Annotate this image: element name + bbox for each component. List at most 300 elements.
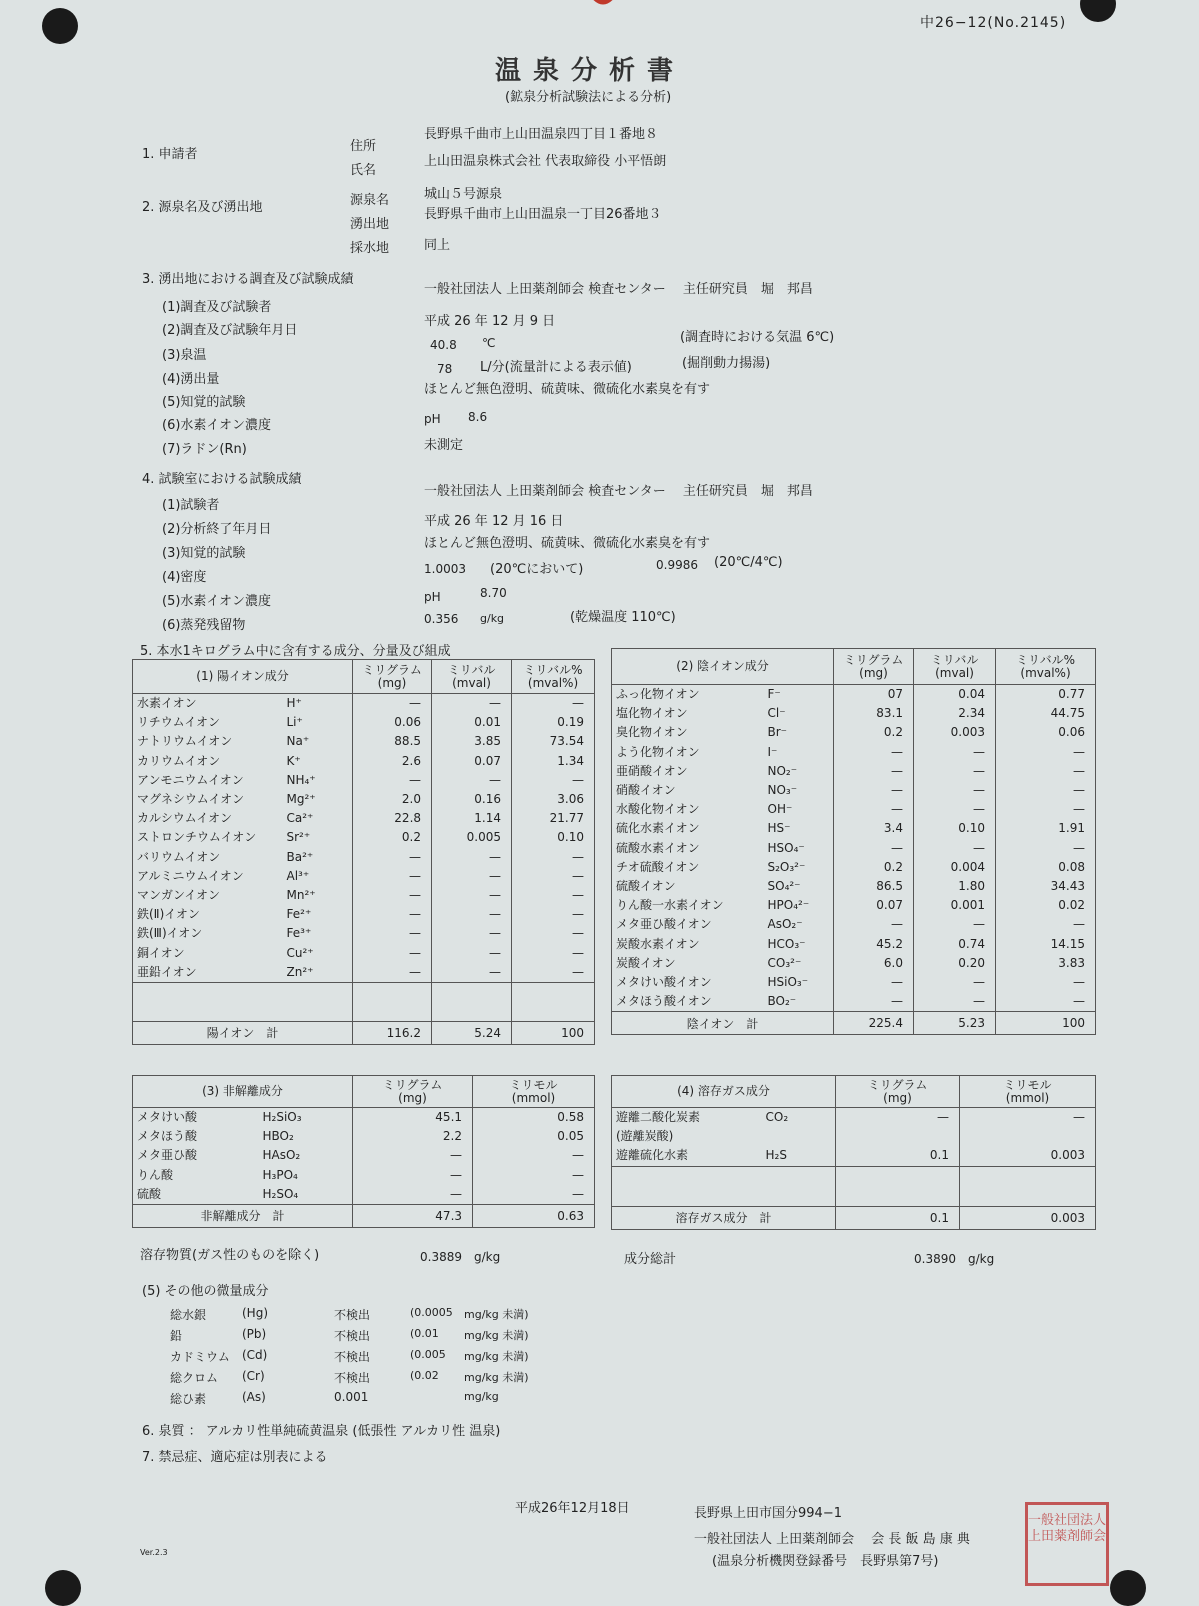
sampling-label: 採水地 xyxy=(350,241,390,256)
anion-value: 0.08 xyxy=(996,858,1096,877)
nondiss-row xyxy=(133,1166,595,1185)
cation-name: 水素イオン xyxy=(133,694,283,714)
anion-name: 臭化物イオン xyxy=(612,723,764,742)
anion-name: りん酸一水素イオン xyxy=(612,896,764,915)
page-title: 温泉分析書 xyxy=(495,56,686,86)
anion-value: 2.34 xyxy=(914,704,996,723)
cation-value: 1.14 xyxy=(432,809,512,828)
trace-symbol: (As) xyxy=(242,1390,266,1404)
cation-value: — xyxy=(512,694,595,714)
lab-label-sensory: (3)知覚的試験 xyxy=(162,546,246,561)
source-location-label: 湧出地 xyxy=(350,217,390,232)
anion-formula: HSiO₃⁻ xyxy=(764,973,834,992)
anion-value: 6.0 xyxy=(834,954,914,973)
trace-unit: mg/kg 未満) xyxy=(464,1371,529,1384)
anion-value: — xyxy=(996,800,1096,819)
radon-value: 未測定 xyxy=(424,438,464,453)
nondiss-row xyxy=(133,1127,595,1146)
field-label-temp: (3)泉温 xyxy=(162,348,207,363)
trace-limit: (0.01 xyxy=(410,1327,439,1340)
cation-value: — xyxy=(512,848,595,867)
anion-value: — xyxy=(834,915,914,934)
anion-value: 45.2 xyxy=(834,934,914,953)
official-seal: 一般社団法人上田薬剤師会 xyxy=(1025,1502,1109,1586)
cation-header-mvalpct: ミリバル% (mval%) xyxy=(512,660,595,694)
trace-result: 不検出 xyxy=(334,1329,371,1343)
anion-value: — xyxy=(914,743,996,762)
cation-formula: Fe³⁺ xyxy=(283,924,353,943)
cation-formula: K⁺ xyxy=(283,752,353,771)
anion-formula: S₂O₃²⁻ xyxy=(764,858,834,877)
lab-label-ph: (5)水素イオン濃度 xyxy=(162,594,272,609)
anion-value: 0.004 xyxy=(914,858,996,877)
anion-formula: BO₂⁻ xyxy=(764,992,834,1012)
anion-row xyxy=(612,992,1096,1012)
trace-result: 不検出 xyxy=(334,1308,371,1322)
anion-value: — xyxy=(996,743,1096,762)
cation-formula: Na⁺ xyxy=(283,732,353,751)
cation-name: リチウムイオン xyxy=(133,713,283,732)
anion-value: — xyxy=(914,992,996,1012)
cation-name: 鉄(Ⅱ)イオン xyxy=(133,905,283,924)
nondiss-formula: H₂SO₄ xyxy=(259,1185,353,1205)
cation-formula: NH₄⁺ xyxy=(283,771,353,790)
nondiss-row xyxy=(133,1185,595,1205)
cation-total-mg: 116.2 xyxy=(353,1021,432,1044)
anion-value: 44.75 xyxy=(996,704,1096,723)
nondiss-name: メタほう酸 xyxy=(133,1127,259,1146)
anion-name: よう化物イオン xyxy=(612,743,764,762)
cation-name: マンガンイオン xyxy=(133,886,283,905)
anion-value: — xyxy=(914,762,996,781)
cation-row xyxy=(133,790,595,809)
anion-name: 塩化物イオン xyxy=(612,704,764,723)
source-name-value: 城山５号源泉 xyxy=(424,187,503,202)
anion-value: 14.15 xyxy=(996,934,1096,953)
cation-value: — xyxy=(512,943,595,962)
nondiss-value: 2.2 xyxy=(353,1127,473,1146)
cation-value: 73.54 xyxy=(512,732,595,751)
nondiss-total-mmol: 0.63 xyxy=(473,1204,595,1227)
cation-name: マグネシウムイオン xyxy=(133,790,283,809)
gas-header-name: (4) 溶存ガス成分 xyxy=(612,1076,836,1108)
anion-name: 炭酸水素イオン xyxy=(612,934,764,953)
anion-value: 86.5 xyxy=(834,877,914,896)
cation-formula: Ba²⁺ xyxy=(283,848,353,867)
residue-unit: g/kg xyxy=(480,612,505,625)
anion-value: 3.4 xyxy=(834,819,914,838)
cation-name: 銅イオン xyxy=(133,943,283,962)
gas-header-mmol: ミリモル (mmol) xyxy=(960,1076,1096,1108)
address-value: 長野県千曲市上山田温泉四丁目１番地８ xyxy=(424,127,659,142)
cation-name: 亜鉛イオン xyxy=(133,963,283,983)
cation-value: — xyxy=(353,924,432,943)
anion-value: — xyxy=(834,839,914,858)
cation-row xyxy=(133,886,595,905)
cation-name: バリウムイオン xyxy=(133,848,283,867)
lab-sensory: ほとんど無色澄明、硫黄味、微硫化水素臭を有す xyxy=(424,536,711,551)
anion-value: — xyxy=(834,762,914,781)
anion-row xyxy=(612,915,1096,934)
anion-value: 1.91 xyxy=(996,819,1096,838)
anion-name: メタ亜ひ酸イオン xyxy=(612,915,764,934)
cation-total-label: 陽イオン 計 xyxy=(133,1021,353,1044)
nondiss-name: メタけい酸 xyxy=(133,1108,259,1128)
cation-formula: Fe²⁺ xyxy=(283,905,353,924)
cation-value: 0.005 xyxy=(432,828,512,847)
anion-value: — xyxy=(996,839,1096,858)
spring-type: 6. 泉質 ： アルカリ性単純硫黄温泉 (低張性 アルカリ性 温泉) xyxy=(142,1424,501,1439)
cation-value: 3.06 xyxy=(512,790,595,809)
anion-value: — xyxy=(996,992,1096,1012)
cation-row xyxy=(133,828,595,847)
anion-value: 3.83 xyxy=(996,954,1096,973)
gas-formula: H₂S xyxy=(762,1146,836,1166)
anion-value: 1.80 xyxy=(914,877,996,896)
nondiss-name: メタ亜ひ酸 xyxy=(133,1146,259,1165)
residue-value: 0.356 xyxy=(424,612,459,626)
anion-row xyxy=(612,858,1096,877)
cation-row xyxy=(133,771,595,790)
gas-row xyxy=(612,1146,1096,1166)
cation-value: 3.85 xyxy=(432,732,512,751)
cation-row xyxy=(133,752,595,771)
field-test-heading: 3. 湧出地における調査及び試験成績 xyxy=(142,272,354,287)
anion-value: — xyxy=(996,762,1096,781)
cation-value: — xyxy=(432,924,512,943)
trace-unit: mg/kg xyxy=(464,1390,499,1403)
trace-unit: mg/kg 未満) xyxy=(464,1329,529,1342)
anion-total-mvalpct: 100 xyxy=(996,1012,1096,1035)
cation-value: — xyxy=(432,905,512,924)
field-label-ph: (6)水素イオン濃度 xyxy=(162,418,272,433)
punch-hole xyxy=(1080,0,1116,22)
trace-unit: mg/kg 未満) xyxy=(464,1308,529,1321)
cation-value: — xyxy=(353,905,432,924)
cation-value: 0.06 xyxy=(353,713,432,732)
field-label-examiner: (1)調査及び試験者 xyxy=(162,300,272,315)
cation-row xyxy=(133,924,595,943)
address-label: 住所 xyxy=(350,139,377,154)
anion-formula: OH⁻ xyxy=(764,800,834,819)
gas-table xyxy=(611,1075,1096,1230)
nondiss-value: — xyxy=(473,1146,595,1165)
cation-row xyxy=(133,848,595,867)
anion-value: 0.2 xyxy=(834,723,914,742)
applicant-heading: 1. 申請者 xyxy=(142,147,198,162)
trace-symbol: (Hg) xyxy=(242,1306,269,1320)
cation-name: 鉄(Ⅲ)イオン xyxy=(133,924,283,943)
field-date: 平成 26 年 12 月 9 日 xyxy=(424,314,556,329)
anion-value: — xyxy=(996,973,1096,992)
anion-value: 0.003 xyxy=(914,723,996,742)
logo-icon xyxy=(585,0,621,16)
trace-name: 総クロム xyxy=(170,1371,219,1385)
gas-formula: CO₂ xyxy=(762,1108,836,1128)
anion-name: 炭酸イオン xyxy=(612,954,764,973)
trace-symbol: (Cd) xyxy=(242,1348,268,1362)
gas-name: 遊離硫化水素 xyxy=(612,1146,762,1166)
anion-row xyxy=(612,685,1096,705)
cation-value: — xyxy=(353,867,432,886)
document-number: 中26−12(No.2145) xyxy=(920,15,1067,31)
nondiss-value: — xyxy=(473,1166,595,1185)
nondiss-value: — xyxy=(353,1185,473,1205)
cation-value: — xyxy=(353,771,432,790)
anion-formula: HCO₃⁻ xyxy=(764,934,834,953)
page-subtitle: (鉱泉分析試験法による分析) xyxy=(505,90,672,105)
cation-value: — xyxy=(432,886,512,905)
nondiss-formula: HBO₂ xyxy=(259,1127,353,1146)
anion-value: — xyxy=(834,973,914,992)
anion-total-mval: 5.23 xyxy=(914,1012,996,1035)
punch-hole xyxy=(1110,1570,1146,1606)
cation-total-mvalpct: 100 xyxy=(512,1021,595,1044)
nondiss-value: — xyxy=(353,1146,473,1165)
cation-name: カリウムイオン xyxy=(133,752,283,771)
cation-formula: Mg²⁺ xyxy=(283,790,353,809)
nondiss-header-mg: ミリグラム (mg) xyxy=(353,1076,473,1108)
name-value: 上山田温泉株式会社 代表取締役 小平悟朗 xyxy=(424,154,667,169)
nondiss-total-mg: 47.3 xyxy=(353,1204,473,1227)
gas-total-mg: 0.1 xyxy=(836,1206,960,1229)
section5-heading: 5. 本水1キログラム中に含有する成分、分量及び組成 xyxy=(140,644,451,659)
spring-temperature: 40.8 xyxy=(430,338,457,352)
lab-label-residue: (6)蒸発残留物 xyxy=(162,618,246,633)
nondiss-row xyxy=(133,1108,595,1128)
gas-name: (遊離炭酸) xyxy=(612,1127,762,1146)
anion-formula: HSO₄⁻ xyxy=(764,839,834,858)
anion-formula: I⁻ xyxy=(764,743,834,762)
cation-name: アルミニウムイオン xyxy=(133,867,283,886)
anion-row xyxy=(612,877,1096,896)
trace-symbol: (Cr) xyxy=(242,1369,265,1383)
cation-value: 0.07 xyxy=(432,752,512,771)
cation-value: — xyxy=(353,694,432,714)
cation-value: — xyxy=(432,867,512,886)
anion-formula: SO₄²⁻ xyxy=(764,877,834,896)
anion-row xyxy=(612,896,1096,915)
issue-date: 平成26年12月18日 xyxy=(515,1501,630,1516)
anion-value: 83.1 xyxy=(834,704,914,723)
cation-value: 0.2 xyxy=(353,828,432,847)
cation-header-name: (1) 陽イオン成分 xyxy=(133,660,353,694)
gas-total-label: 溶存ガス成分 計 xyxy=(612,1206,836,1229)
cation-name: ストロンチウムイオン xyxy=(133,828,283,847)
punch-hole xyxy=(45,1570,81,1606)
anion-formula: HPO₄²⁻ xyxy=(764,896,834,915)
trace-symbol: (Pb) xyxy=(242,1327,267,1341)
density-20-4c-condition: (20℃/4℃) xyxy=(714,555,783,570)
anion-row xyxy=(612,704,1096,723)
anion-header-mval: ミリバル (mval) xyxy=(914,649,996,685)
nondiss-value: — xyxy=(353,1166,473,1185)
cation-value: — xyxy=(512,905,595,924)
anion-value: — xyxy=(996,915,1096,934)
cation-value: — xyxy=(353,943,432,962)
cation-formula: Al³⁺ xyxy=(283,867,353,886)
anion-value: 0.74 xyxy=(914,934,996,953)
anion-value: — xyxy=(834,781,914,800)
cation-formula: Mn²⁺ xyxy=(283,886,353,905)
anion-name: 亜硝酸イオン xyxy=(612,762,764,781)
cation-row xyxy=(133,694,595,714)
anion-value: — xyxy=(914,839,996,858)
nondiss-header-name: (3) 非解離成分 xyxy=(133,1076,353,1108)
trace-result: 0.001 xyxy=(334,1390,369,1404)
trace-result: 不検出 xyxy=(334,1371,371,1385)
anion-name: 硫化水素イオン xyxy=(612,819,764,838)
nondiss-value: — xyxy=(473,1185,595,1205)
cation-value: 0.10 xyxy=(512,828,595,847)
gas-value: 0.003 xyxy=(960,1146,1096,1166)
cation-header-mg: ミリグラム (mg) xyxy=(353,660,432,694)
anion-row xyxy=(612,743,1096,762)
anion-value: 0.04 xyxy=(914,685,996,705)
trace-limit: (0.005 xyxy=(410,1348,446,1361)
cation-value: — xyxy=(353,848,432,867)
gas-value xyxy=(960,1127,1096,1146)
cation-row xyxy=(133,713,595,732)
anion-row xyxy=(612,762,1096,781)
anion-value: 07 xyxy=(834,685,914,705)
nondiss-formula: H₃PO₄ xyxy=(259,1166,353,1185)
field-label-date: (2)調査及び試験年月日 xyxy=(162,323,298,338)
anion-value: — xyxy=(834,743,914,762)
lab-ph-value: 8.70 xyxy=(480,586,507,600)
anion-value: — xyxy=(914,973,996,992)
cation-row xyxy=(133,943,595,962)
anion-formula: NO₃⁻ xyxy=(764,781,834,800)
cation-header-mval: ミリバル (mval) xyxy=(432,660,512,694)
cation-value: — xyxy=(432,771,512,790)
anion-value: — xyxy=(834,800,914,819)
cation-value: — xyxy=(512,771,595,790)
cation-value: — xyxy=(512,963,595,983)
density-20-4c: 0.9986 xyxy=(656,558,698,572)
dissolved-label: 溶存物質(ガス性のものを除く) xyxy=(140,1248,320,1263)
anion-formula: AsO₂⁻ xyxy=(764,915,834,934)
anion-name: 硫酸水素イオン xyxy=(612,839,764,858)
flow-rate: 78 xyxy=(437,362,453,376)
anion-row xyxy=(612,934,1096,953)
cation-value: — xyxy=(432,848,512,867)
anion-name: チオ硫酸イオン xyxy=(612,858,764,877)
nondiss-value: 0.58 xyxy=(473,1108,595,1128)
cation-value: — xyxy=(432,943,512,962)
cation-name: カルシウムイオン xyxy=(133,809,283,828)
field-examiner: 一般社団法人 上田薬剤師会 検査センター 主任研究員 堀 邦昌 xyxy=(424,282,813,297)
nondiss-value: 45.1 xyxy=(353,1108,473,1128)
cation-formula: Cu²⁺ xyxy=(283,943,353,962)
cation-row xyxy=(133,867,595,886)
anion-total-label: 陰イオン 計 xyxy=(612,1012,834,1035)
total-components-value: 0.3890 g/kg xyxy=(914,1252,995,1266)
lab-date: 平成 26 年 12 月 16 日 xyxy=(424,514,564,529)
source-name-label: 源泉名 xyxy=(350,193,390,208)
cation-total-mval: 5.24 xyxy=(432,1021,512,1044)
cation-value: — xyxy=(432,963,512,983)
nondiss-value: 0.05 xyxy=(473,1127,595,1146)
air-temperature: (調査時における気温 6℃) xyxy=(680,330,835,345)
anion-name: ふっ化物イオン xyxy=(612,685,764,705)
lab-test-heading: 4. 試験室における試験成績 xyxy=(142,472,302,487)
trace-heading: (5) その他の微量成分 xyxy=(142,1284,269,1299)
cation-value: 2.6 xyxy=(353,752,432,771)
cation-value: 2.0 xyxy=(353,790,432,809)
gas-row xyxy=(612,1127,1096,1146)
anion-row xyxy=(612,839,1096,858)
anion-row xyxy=(612,954,1096,973)
field-label-radon: (7)ラドン(Rn) xyxy=(162,442,247,457)
gas-formula xyxy=(762,1127,836,1146)
anion-value: 0.07 xyxy=(834,896,914,915)
trace-limit: (0.02 xyxy=(410,1369,439,1382)
cation-value: — xyxy=(432,694,512,714)
anion-name: メタほう酸イオン xyxy=(612,992,764,1012)
gas-header-mg: ミリグラム (mg) xyxy=(836,1076,960,1108)
field-label-sensory: (5)知覚的試験 xyxy=(162,395,246,410)
trace-limit: (0.0005 xyxy=(410,1306,453,1319)
anion-name: 水酸化物イオン xyxy=(612,800,764,819)
anion-row xyxy=(612,800,1096,819)
anion-header-mvalpct: ミリバル% (mval%) xyxy=(996,649,1096,685)
cation-value: — xyxy=(512,924,595,943)
cation-row xyxy=(133,963,595,983)
trace-name: 総ひ素 xyxy=(170,1392,207,1406)
anion-row xyxy=(612,973,1096,992)
anion-formula: CO₃²⁻ xyxy=(764,954,834,973)
cation-value: 21.77 xyxy=(512,809,595,828)
residue-note: (乾燥温度 110℃) xyxy=(570,610,676,625)
cation-value: 0.19 xyxy=(512,713,595,732)
anion-name: 硝酸イオン xyxy=(612,781,764,800)
gas-value: — xyxy=(836,1108,960,1128)
anion-value: 0.02 xyxy=(996,896,1096,915)
field-sensory: ほとんど無色澄明、硫黄味、微硫化水素臭を有す xyxy=(424,382,711,397)
density-20c-condition: (20℃において) xyxy=(490,562,584,577)
cation-value: — xyxy=(512,867,595,886)
cation-value: 0.16 xyxy=(432,790,512,809)
nondissociated-table xyxy=(132,1075,595,1228)
anion-row xyxy=(612,723,1096,742)
cation-name: アンモニウムイオン xyxy=(133,771,283,790)
gas-total-mmol: 0.003 xyxy=(960,1206,1096,1229)
gas-value: — xyxy=(960,1108,1096,1128)
issuer-address: 長野県上田市国分994−1 xyxy=(694,1506,842,1521)
cation-value: 22.8 xyxy=(353,809,432,828)
flow-unit: L/分(流量計による表示値) xyxy=(480,360,632,375)
anion-table xyxy=(611,648,1096,1035)
lab-label-examiner: (1)試験者 xyxy=(162,498,220,513)
anion-formula: Br⁻ xyxy=(764,723,834,742)
dissolved-value: 0.3889 g/kg xyxy=(420,1250,501,1264)
source-location-value: 長野県千曲市上山田温泉一丁目26番地３ xyxy=(424,207,662,222)
registration-number: (温泉分析機関登録番号 長野県第7号) xyxy=(712,1554,939,1569)
temperature-unit: ℃ xyxy=(482,336,496,350)
lab-label-date: (2)分析終了年月日 xyxy=(162,522,272,537)
name-label: 氏名 xyxy=(350,163,377,178)
anion-total-mg: 225.4 xyxy=(834,1012,914,1035)
anion-row xyxy=(612,819,1096,838)
anion-value: 34.43 xyxy=(996,877,1096,896)
anion-value: 0.2 xyxy=(834,858,914,877)
cation-value: 0.01 xyxy=(432,713,512,732)
cation-row xyxy=(133,732,595,751)
lab-ph-label: pH xyxy=(424,590,441,604)
field-label-flow: (4)湧出量 xyxy=(162,372,220,387)
total-components-label: 成分総計 xyxy=(624,1252,677,1267)
